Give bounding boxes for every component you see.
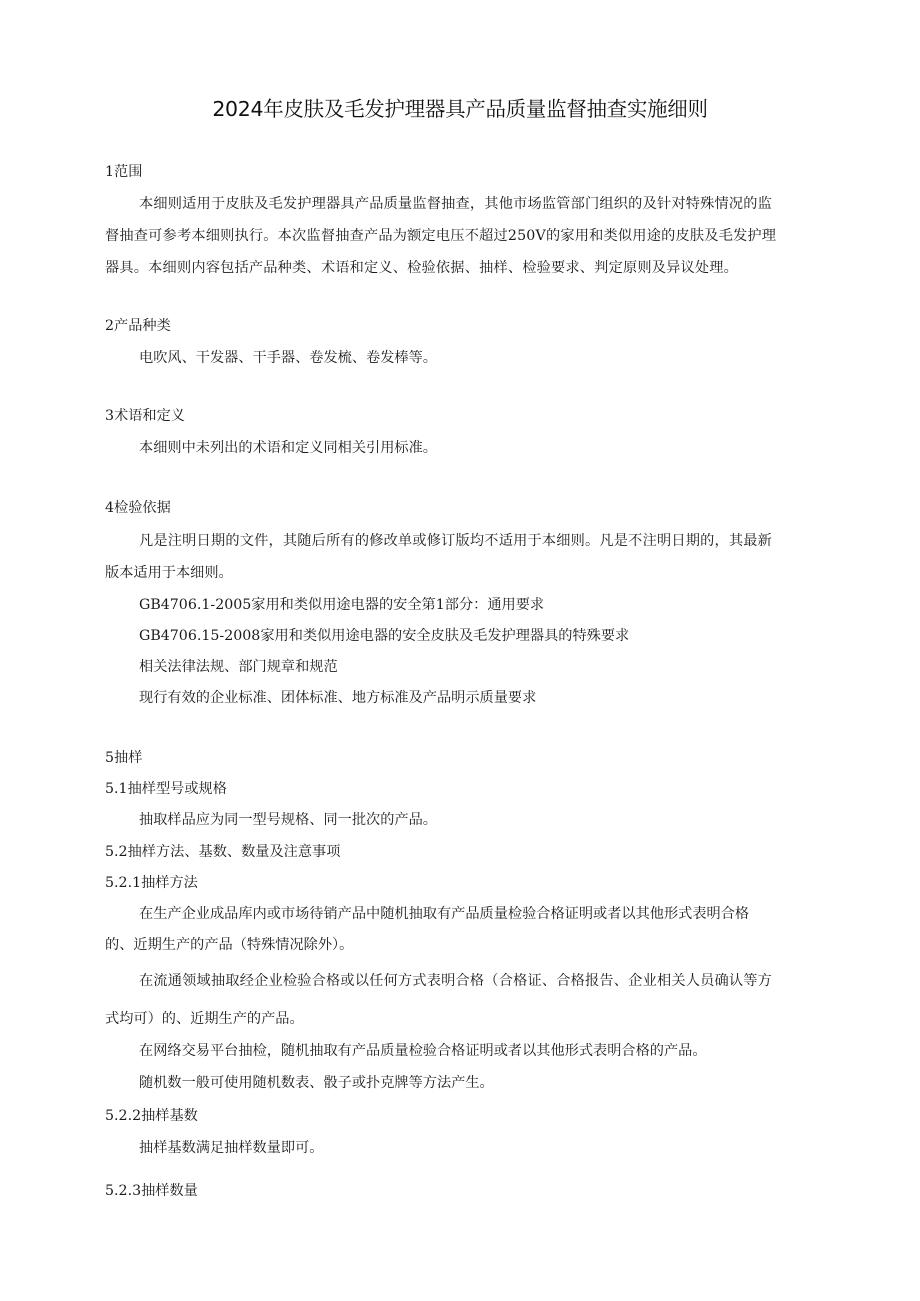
reference-item-3: 相关法律法规、部门规章和规范 [139,659,338,675]
section-5-heading: 5抽样 [105,750,143,766]
section-1-paragraph-line-2: 督抽查可参考本细则执行。本次监督抽查产品为额定电压不超过250V的家用和类似用途的皮肤及毛发护理 [105,228,777,244]
sampling-method-paragraph-3: 在网络交易平台抽检，随机抽取有产品质量检验合格证明或者以其他形式表明合格的产品。 [139,1043,707,1059]
section-2-heading: 2产品种类 [105,318,171,334]
sampling-method-paragraph-1-line-1: 在生产企业成品库内或市场待销产品中随机抽取有产品质量检验合格证明或者以其他形式表明合格 [139,906,750,922]
document-title: 2024年皮肤及毛发护理器具产品质量监督抽查实施细则 [212,97,708,121]
reference-item-2: GB4706.15-2008家用和类似用途电器的安全皮肤及毛发护理器具的特殊要求 [139,628,630,644]
subsection-5-2-3-heading: 5.2.3抽样数量 [105,1183,198,1199]
section-1-heading: 1范围 [105,164,143,180]
subsection-5-2-2-heading: 5.2.2抽样基数 [105,1108,198,1124]
sampling-method-paragraph-1-line-2: 的、近期生产的产品（特殊情况除外）。 [105,937,354,953]
section-3-paragraph: 本细则中未列出的术语和定义同相关引用标准。 [139,440,437,456]
subsection-5-2-1-heading: 5.2.1抽样方法 [105,875,198,891]
sampling-base-paragraph: 抽样基数满足抽样数量即可。 [139,1140,324,1156]
sampling-method-paragraph-2-line-2: 式均可）的、近期生产的产品。 [105,1011,304,1027]
section-1-paragraph-line-3: 器具。本细则内容包括产品种类、术语和定义、检验依据、抽样、检验要求、判定原则及异议处理。 [105,260,739,276]
section-4-heading: 4检验依据 [105,500,171,516]
section-1-paragraph-line-1: 本细则适用于皮肤及毛发护理器具产品质量监督抽查，其他市场监管部门组织的及针对特殊情况的监 [139,196,773,212]
section-2-paragraph: 电吹风、干发器、干手器、卷发梳、卷发棒等。 [139,350,437,366]
subsection-5-1-heading: 5.1抽样型号或规格 [105,781,227,797]
sampling-method-paragraph-4: 随机数一般可使用随机数表、骰子或扑克牌等方法产生。 [139,1075,494,1091]
reference-item-1: GB4706.1-2005家用和类似用途电器的安全第1部分：通用要求 [139,597,545,613]
reference-item-4: 现行有效的企业标准、团体标准、地方标准及产品明示质量要求 [139,690,537,706]
section-3-heading: 3术语和定义 [105,408,185,424]
section-4-paragraph-line-2: 版本适用于本细则。 [105,565,233,581]
section-4-paragraph-line-1: 凡是注明日期的文件，其随后所有的修改单或修订版均不适用于本细则。凡是不注明日期的，其最新 [139,533,773,549]
sampling-method-paragraph-2-line-1: 在流通领域抽取经企业检验合格或以任何方式表明合格（合格证、合格报告、企业相关人员确认等方 [139,973,773,989]
subsection-5-1-paragraph: 抽取样品应为同一型号规格、同一批次的产品。 [139,812,437,828]
subsection-5-2-heading: 5.2抽样方法、基数、数量及注意事项 [105,844,341,860]
